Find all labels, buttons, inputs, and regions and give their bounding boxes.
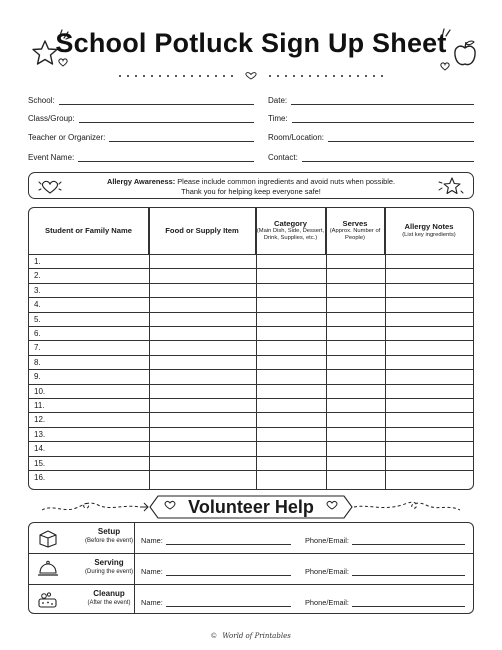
row-divider bbox=[29, 427, 473, 428]
row-number: 10. bbox=[34, 386, 46, 396]
row-number: 6. bbox=[34, 329, 41, 338]
col-header-label: Allergy Notes bbox=[404, 222, 454, 232]
header-divider bbox=[29, 254, 473, 255]
class-field[interactable] bbox=[28, 111, 254, 123]
phone-label: Phone/Email: bbox=[305, 567, 349, 576]
row-divider bbox=[29, 412, 473, 413]
copyright-symbol: © bbox=[211, 633, 217, 640]
col-header-allergy bbox=[385, 208, 473, 254]
volunteer-phone-field[interactable] bbox=[305, 597, 465, 607]
col-header-label: Food or Supply Item bbox=[165, 225, 239, 235]
footer bbox=[0, 632, 502, 640]
volunteer-row-serving bbox=[29, 554, 473, 584]
contact-field[interactable] bbox=[268, 150, 474, 162]
row-number: 1. bbox=[34, 257, 41, 266]
row-divider bbox=[29, 456, 473, 457]
volunteer-phone-field[interactable] bbox=[305, 566, 465, 576]
date-label: Date: bbox=[268, 96, 288, 105]
role-name: Serving bbox=[94, 558, 124, 567]
row-number: 14. bbox=[34, 444, 46, 454]
date-input-line[interactable] bbox=[291, 96, 474, 105]
contact-label: Contact: bbox=[268, 153, 298, 162]
signup-table bbox=[28, 207, 474, 490]
time-label: Time: bbox=[268, 114, 288, 123]
phone-label: Phone/Email: bbox=[305, 536, 349, 545]
col-header-label: Category bbox=[274, 218, 307, 228]
volunteer-title: Volunteer Help bbox=[188, 497, 314, 517]
role-note: (During the event) bbox=[84, 569, 134, 575]
volunteer-table bbox=[28, 522, 474, 614]
volunteer-row-setup bbox=[29, 523, 473, 553]
allergy-text bbox=[85, 177, 417, 197]
row-number: 16. bbox=[34, 473, 46, 482]
room-input-line[interactable] bbox=[328, 133, 474, 142]
star-sparkle-icon bbox=[437, 176, 465, 197]
school-label: School: bbox=[28, 96, 55, 105]
allergy-line-1: Please include common ingredients and avoid nuts when possible. bbox=[177, 177, 395, 186]
dashed-swirl-divider bbox=[352, 498, 462, 516]
room-field[interactable] bbox=[268, 130, 474, 142]
row-divider bbox=[29, 441, 473, 442]
event-name-label: Event Name: bbox=[28, 153, 75, 162]
phone-input-line[interactable] bbox=[352, 568, 465, 576]
row-number: 8. bbox=[34, 357, 41, 367]
column-divider bbox=[149, 208, 150, 489]
volunteer-name-field[interactable] bbox=[141, 597, 291, 607]
name-input-line[interactable] bbox=[166, 599, 291, 607]
row-number: 5. bbox=[34, 314, 41, 324]
column-divider bbox=[326, 208, 327, 489]
col-header-category bbox=[256, 208, 326, 254]
col-header-label: Student or Family Name bbox=[45, 225, 132, 235]
school-input-line[interactable] bbox=[59, 96, 254, 105]
row-number: 13. bbox=[34, 429, 46, 439]
teacher-input-line[interactable] bbox=[109, 133, 254, 142]
row-divider bbox=[29, 312, 473, 313]
row-number: 11. bbox=[34, 401, 45, 410]
row-divider bbox=[29, 398, 473, 399]
col-header-serves bbox=[326, 208, 385, 254]
phone-input-line[interactable] bbox=[352, 537, 465, 545]
column-divider bbox=[385, 208, 386, 489]
role-note: (After the event) bbox=[87, 600, 131, 606]
name-label: Name: bbox=[141, 536, 163, 545]
page-title: School Potluck Sign Up Sheet bbox=[55, 28, 447, 58]
col-header-item bbox=[149, 208, 256, 254]
row-number: 12. bbox=[34, 415, 46, 425]
class-input-line[interactable] bbox=[79, 114, 254, 123]
row-number: 2. bbox=[34, 271, 41, 281]
name-input-line[interactable] bbox=[166, 568, 291, 576]
dashed-swirl-divider bbox=[40, 498, 150, 516]
time-input-line[interactable] bbox=[292, 114, 474, 123]
row-divider bbox=[29, 355, 473, 356]
row-number: 15. bbox=[34, 458, 46, 468]
brand-name: World of Printables bbox=[222, 632, 291, 640]
row-divider bbox=[29, 470, 473, 471]
event-name-field[interactable] bbox=[28, 150, 254, 162]
allergy-line-2: Thank you for helping keep everyone safe! bbox=[181, 187, 321, 196]
name-label: Name: bbox=[141, 567, 163, 576]
col-header-sublabel: (Approx. Number of People) bbox=[329, 228, 381, 242]
row-divider bbox=[29, 369, 473, 370]
col-header-sublabel: (Main Dish, Side, Dessert, Drink, Supplies, etc.) bbox=[256, 228, 325, 242]
row-number: 4. bbox=[34, 300, 41, 310]
row-divider bbox=[29, 384, 473, 385]
heart-doodle-icon bbox=[440, 62, 450, 71]
allergy-heading: Allergy Awareness: bbox=[106, 177, 176, 186]
cloche-icon bbox=[37, 559, 59, 579]
teacher-label: Teacher or Organizer: bbox=[28, 133, 106, 142]
name-input-line[interactable] bbox=[166, 537, 291, 545]
contact-input-line[interactable] bbox=[302, 153, 474, 162]
row-divider bbox=[29, 297, 473, 298]
heart-sparkle-icon bbox=[37, 178, 63, 195]
phone-input-line[interactable] bbox=[352, 599, 465, 607]
role-name: Cleanup bbox=[93, 589, 125, 598]
col-header-name bbox=[29, 208, 149, 254]
col-header-label: Serves bbox=[342, 218, 368, 228]
role-name: Setup bbox=[97, 527, 121, 536]
sponge-icon bbox=[37, 590, 59, 610]
phone-label: Phone/Email: bbox=[305, 598, 349, 607]
row-number: 3. bbox=[34, 285, 41, 295]
room-label: Room/Location: bbox=[268, 133, 325, 142]
volunteer-name-field[interactable] bbox=[141, 566, 291, 576]
date-field[interactable] bbox=[268, 93, 474, 105]
time-field[interactable] bbox=[268, 111, 474, 123]
row-divider bbox=[29, 268, 473, 269]
volunteer-phone-field[interactable] bbox=[305, 535, 465, 545]
teacher-field[interactable] bbox=[28, 130, 254, 142]
volunteer-heading bbox=[0, 494, 502, 520]
volunteer-name-field[interactable] bbox=[141, 535, 291, 545]
allergy-notice bbox=[28, 172, 474, 199]
col-header-sublabel: (List key ingredients) bbox=[402, 231, 456, 238]
column-divider bbox=[256, 208, 257, 489]
role-note: (Before the event) bbox=[84, 538, 134, 544]
heart-doodle-icon bbox=[58, 58, 68, 67]
event-name-input-line[interactable] bbox=[78, 153, 254, 162]
name-label: Name: bbox=[141, 598, 163, 607]
school-field[interactable] bbox=[28, 93, 254, 105]
row-divider bbox=[29, 326, 473, 327]
box-icon bbox=[37, 528, 59, 548]
dotted-divider bbox=[118, 72, 384, 80]
row-number: 9. bbox=[34, 372, 41, 382]
row-number: 7. bbox=[34, 343, 41, 353]
volunteer-row-cleanup bbox=[29, 585, 473, 614]
row-divider bbox=[29, 283, 473, 284]
class-label: Class/Group: bbox=[28, 114, 75, 123]
row-divider bbox=[29, 340, 473, 341]
